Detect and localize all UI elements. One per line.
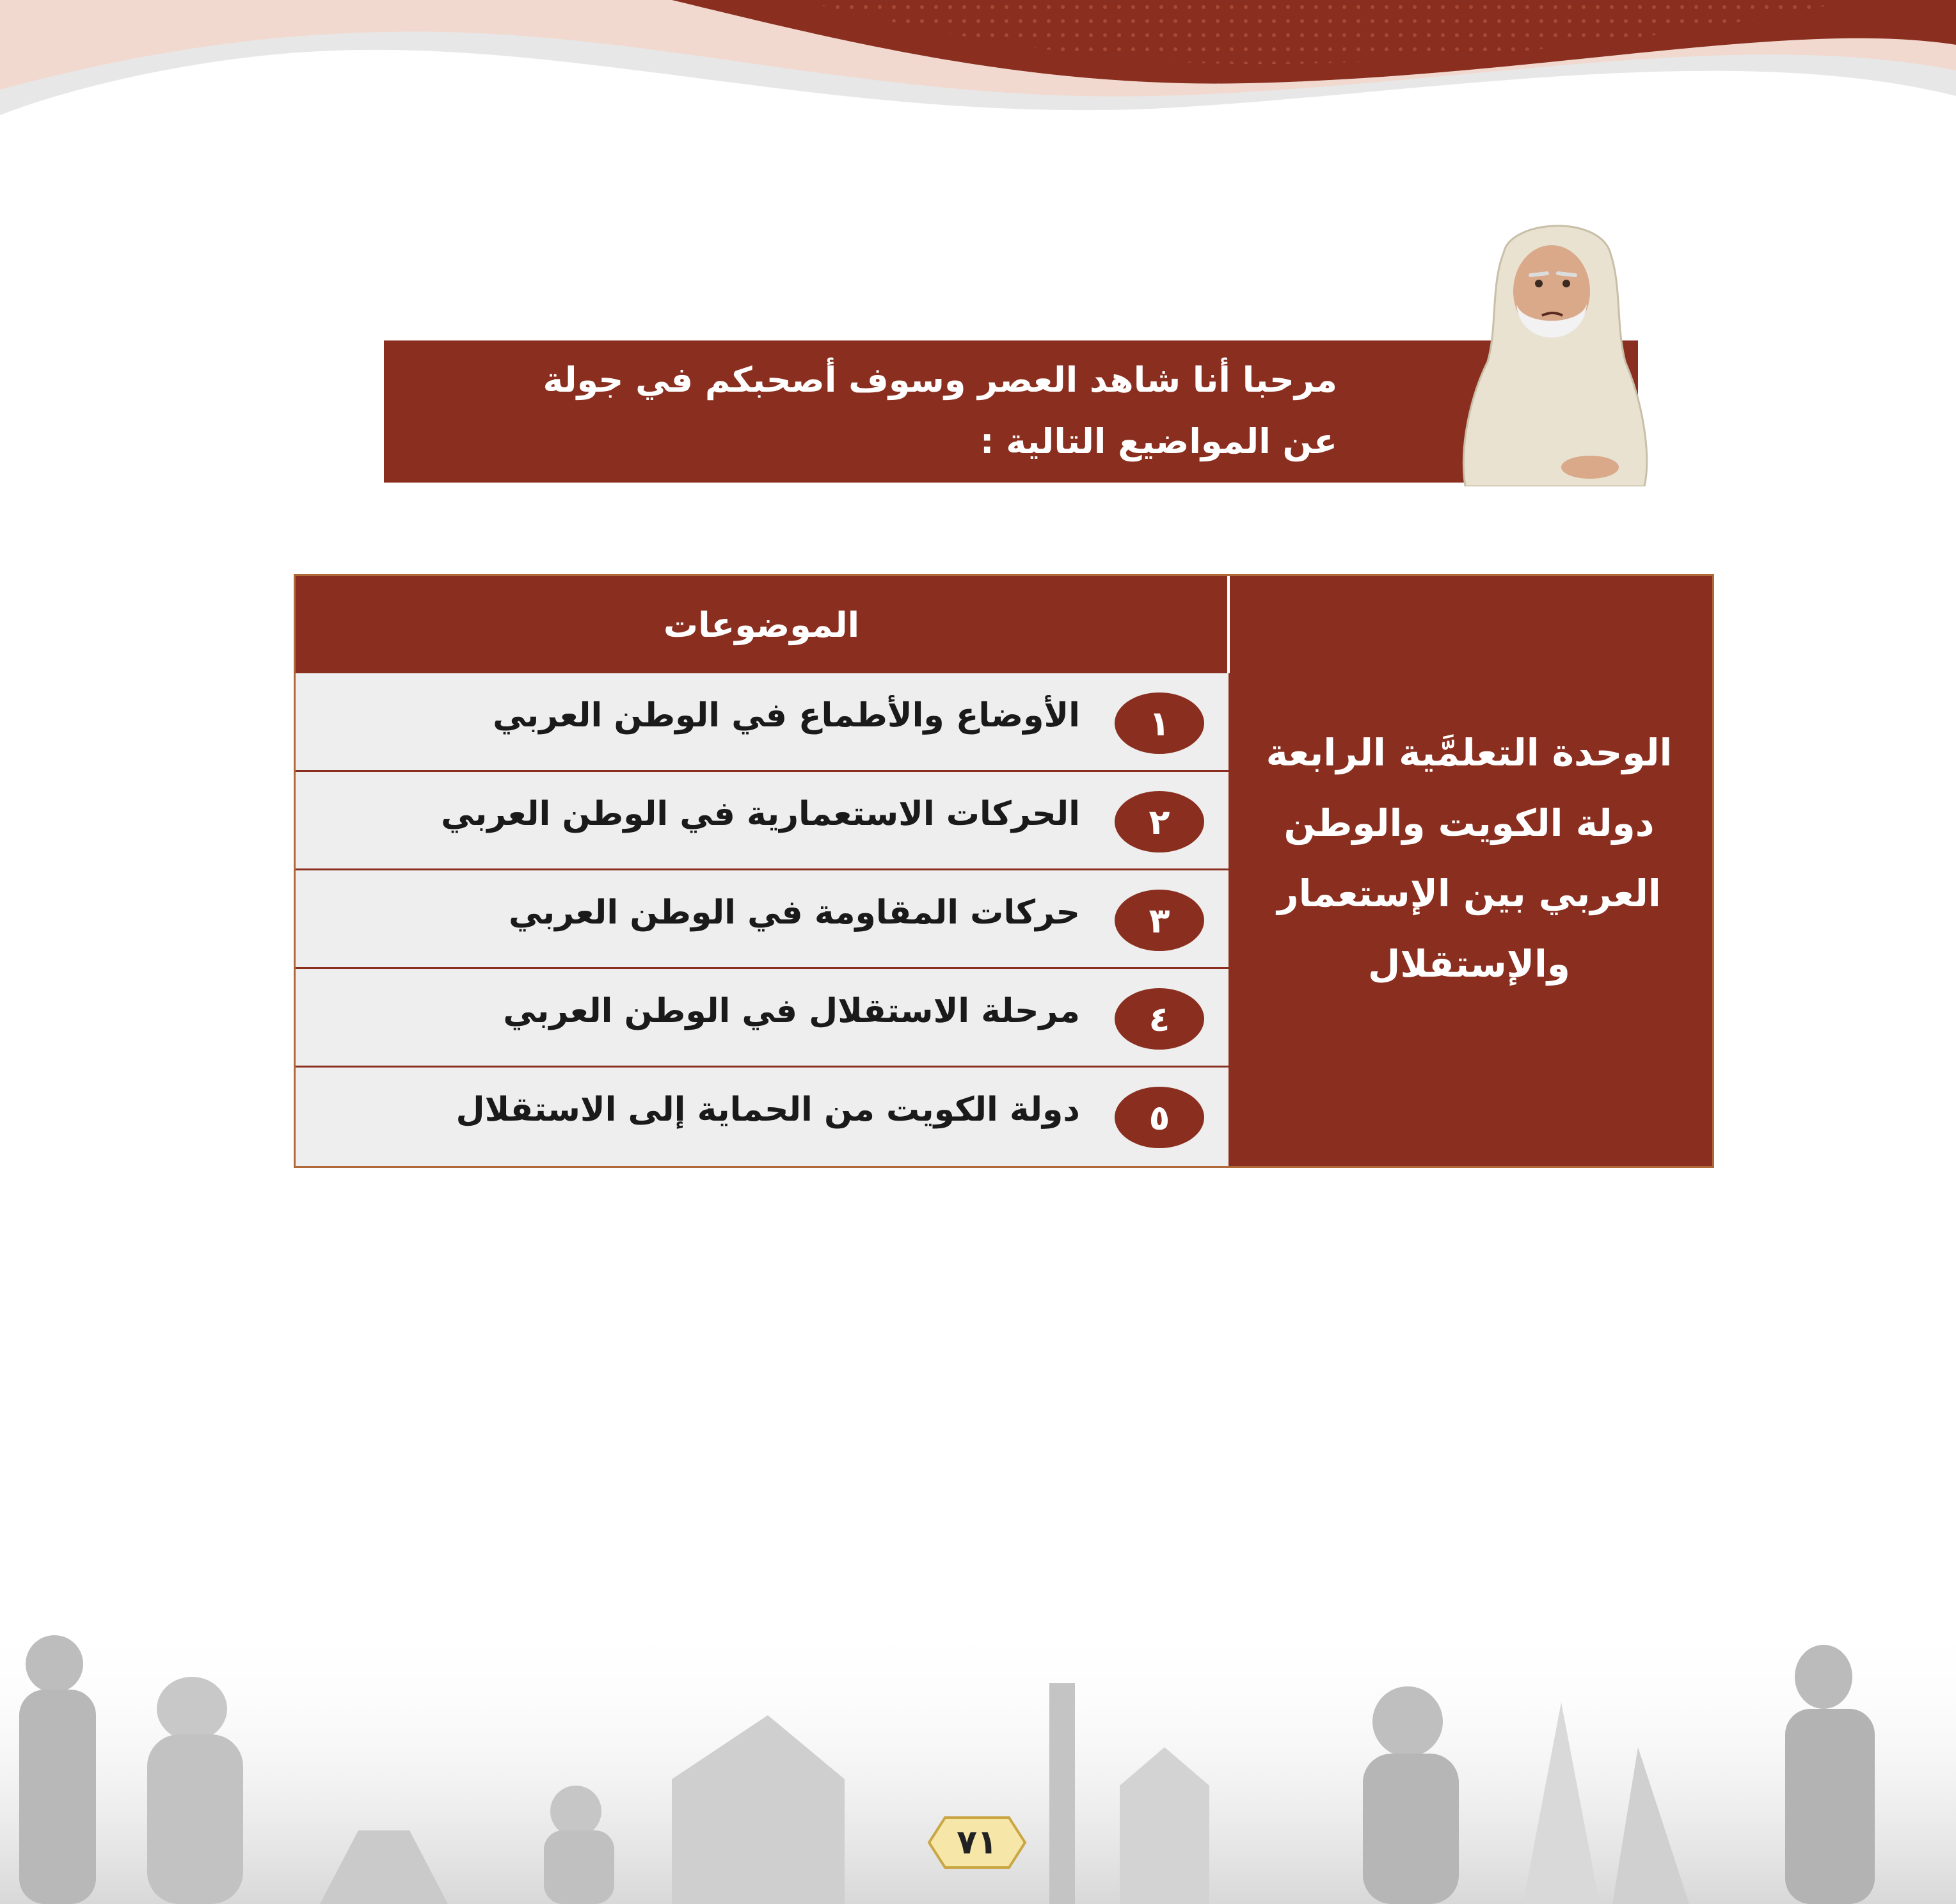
topic-number-badge: ١ — [1115, 692, 1204, 754]
banner-line-1: مرحبا أنا شاهد العصر وسوف أصحبكم في جولة — [543, 360, 1337, 400]
topic-label: دولة الكويت من الحماية إلى الاستقلال — [456, 1091, 1080, 1129]
unit-title — [1252, 717, 1687, 999]
topics-list — [296, 673, 1228, 1166]
old-man-narrator-illustration — [1452, 214, 1657, 486]
topic-label: حركات المقاومة في الوطن العربي — [508, 893, 1080, 932]
unit-title-cell — [1226, 576, 1712, 1166]
unit-title-line-4: والإستقلال — [1368, 942, 1570, 986]
banner-line-2: عن المواضيع التالية : — [980, 421, 1337, 461]
topic-label: الأوضاع والأطماع في الوطن العربي — [493, 696, 1080, 735]
banner-text — [505, 349, 1337, 472]
topics-header-text: الموضوعات — [663, 604, 860, 645]
topics-header — [296, 576, 1227, 673]
topic-number-badge: ٢ — [1115, 791, 1204, 852]
unit-topics-table — [294, 574, 1714, 1168]
page-number-badge — [916, 1811, 1038, 1874]
topic-label: الحركات الاستعمارية في الوطن العربي — [441, 795, 1080, 833]
unit-title-line-1: الوحدة التعلمَّية الرابعة — [1266, 731, 1673, 774]
topic-number-badge: ٤ — [1115, 988, 1204, 1050]
topic-number-badge: ٣ — [1115, 890, 1204, 951]
header-divider — [1227, 576, 1230, 673]
topic-row-1 — [296, 673, 1228, 772]
topic-number-badge: ٥ — [1115, 1087, 1204, 1148]
topic-label: مرحلة الاستقلال في الوطن العربي — [503, 992, 1080, 1030]
unit-title-line-3: العربي بين الإستعمار — [1277, 872, 1661, 915]
topic-row-4 — [296, 969, 1228, 1068]
top-wave-decoration — [0, 0, 1956, 134]
intro-banner — [384, 340, 1638, 483]
topic-row-2 — [296, 772, 1228, 870]
topic-row-5 — [296, 1068, 1228, 1166]
unit-title-line-2: دولة الكويت والوطن — [1284, 801, 1655, 845]
page-number: ٧١ — [957, 1823, 998, 1862]
topic-row-3 — [296, 870, 1228, 969]
